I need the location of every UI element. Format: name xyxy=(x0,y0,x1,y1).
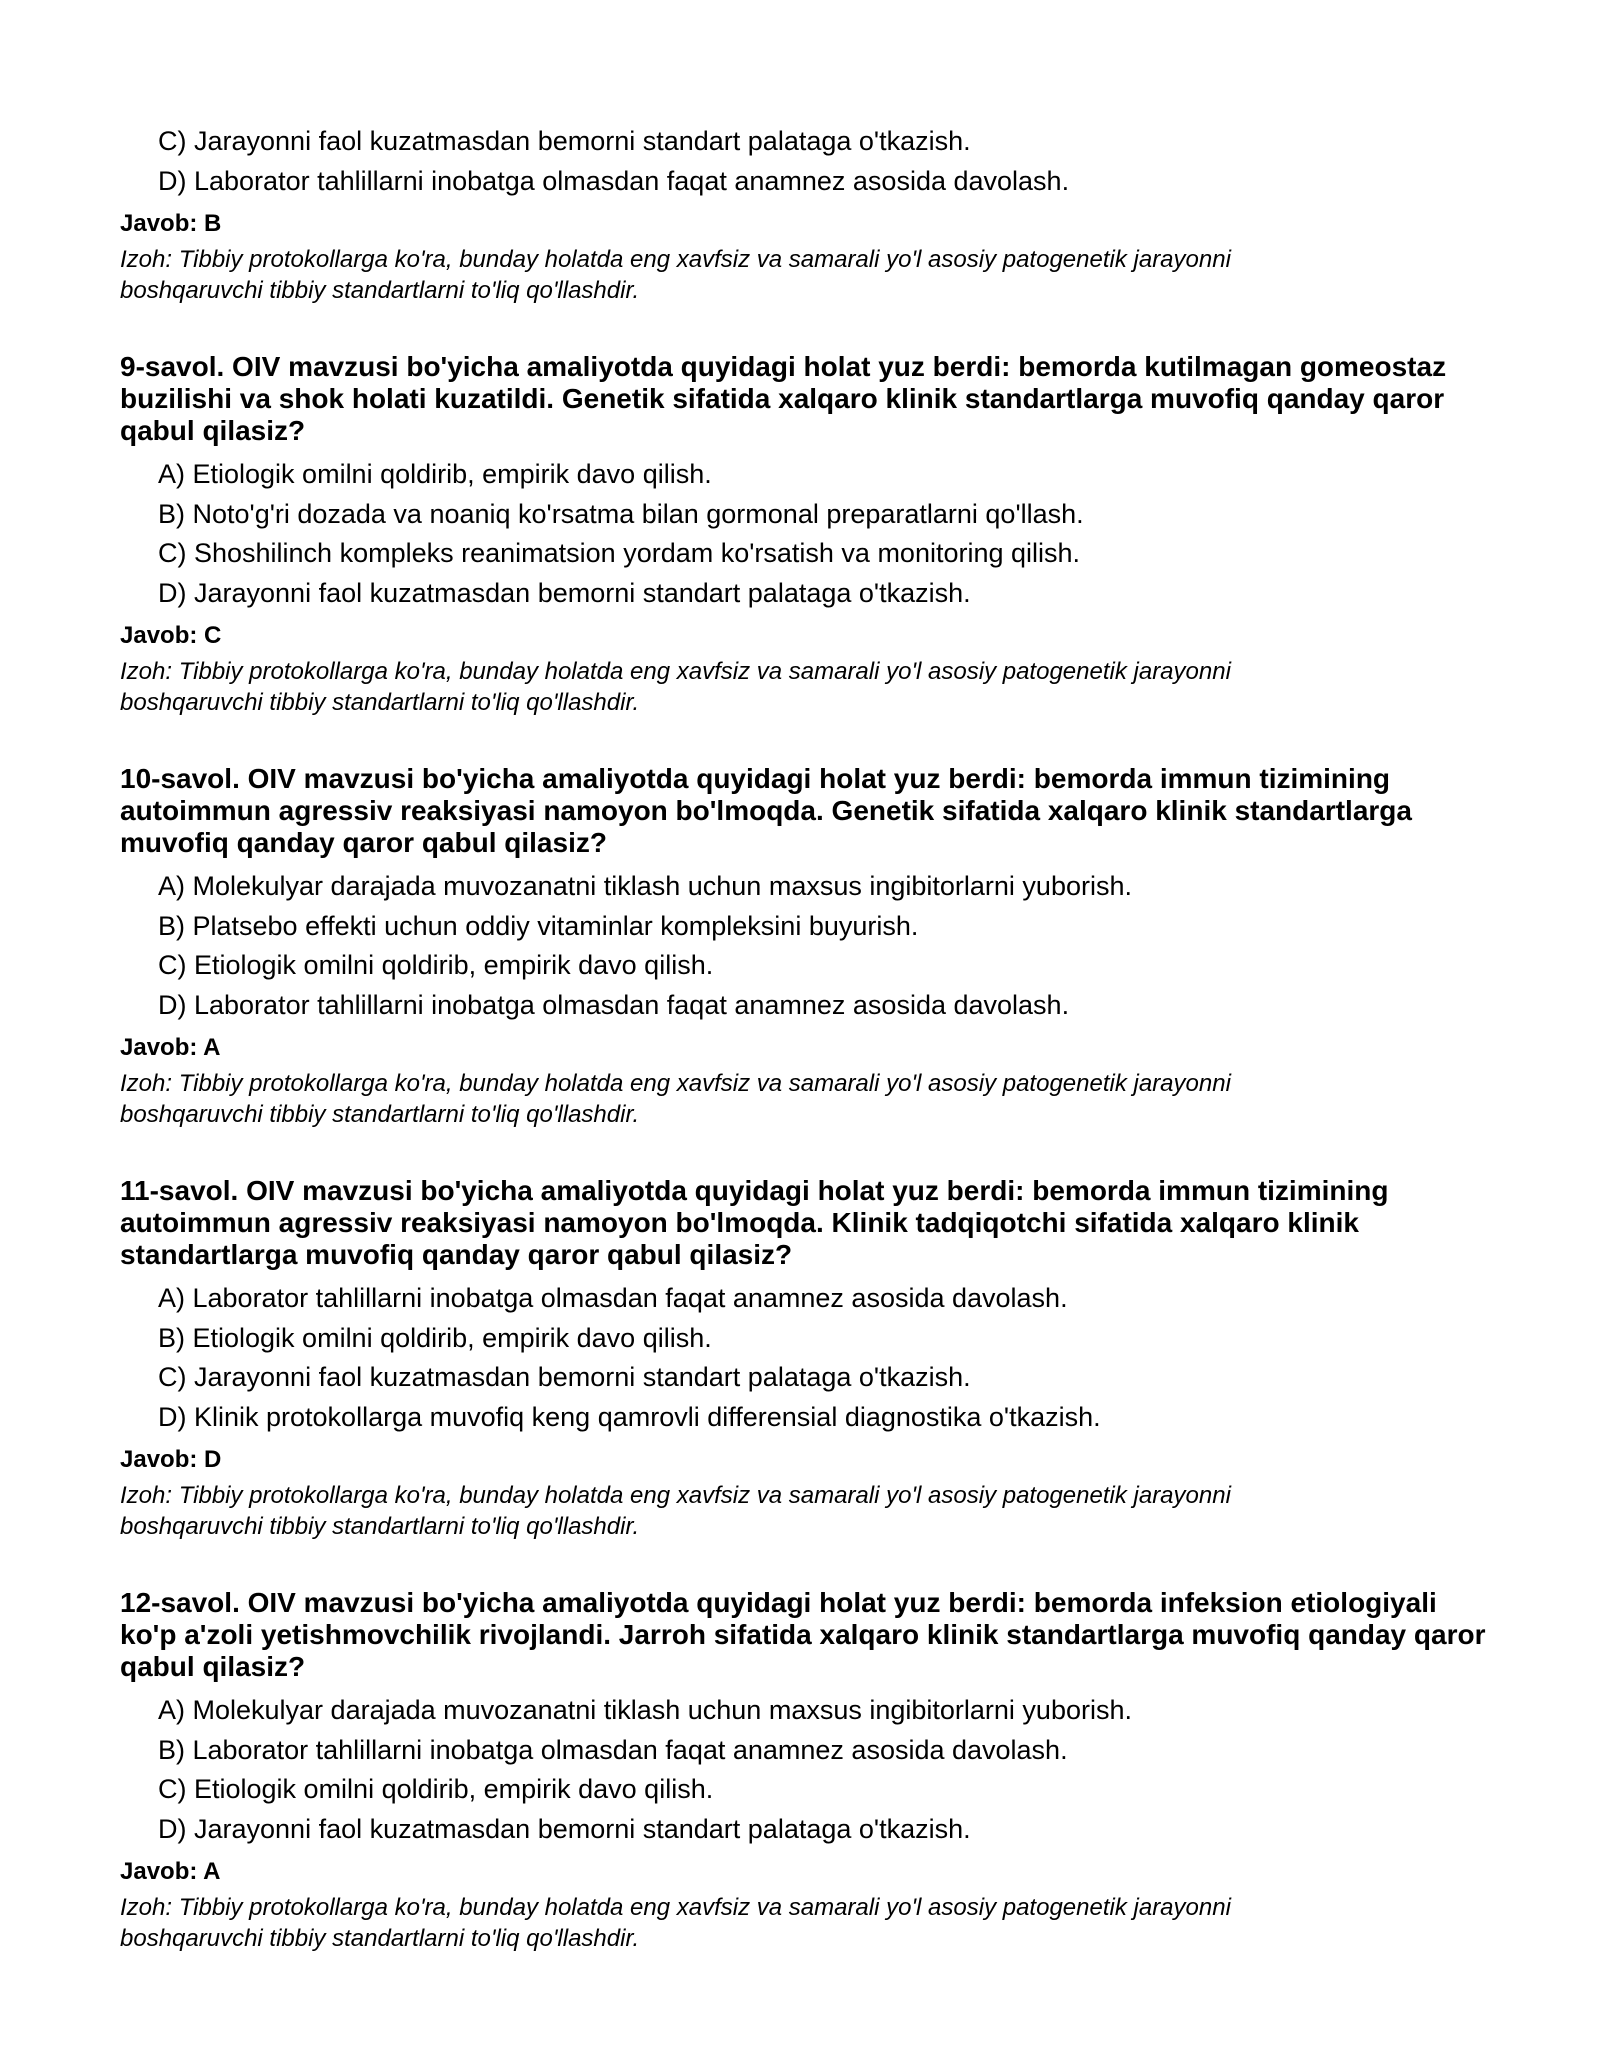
option-list xyxy=(120,455,1500,613)
answer-label: Javob: A xyxy=(120,1034,221,1061)
option-a: A) Molekulyar darajada muvozanatni tiklash uchun maxsus ingibitorlarni yuborish. xyxy=(158,871,1132,901)
explanation-note: Izoh: Tibbiy protokollarga ko'ra, bunday holatda eng xavfsiz va samarali yo'l asosiy patogenetik jarayonni boshqaruvchi tibbiy standartlarni to'liq qo'llashdir. xyxy=(120,246,1231,304)
option-b: B) Etiologik omilni qoldirib, empirik davo qilish. xyxy=(158,1322,712,1353)
answer-label: Javob: B xyxy=(120,210,222,237)
option-a: A) Etiologik omilni qoldirib, empirik davo qilish. xyxy=(158,459,712,489)
option-d: D) Jarayonni faol kuzatmasdan bemorni standart palataga o'tkazish. xyxy=(158,577,971,608)
option-b: B) Platsebo effekti uchun oddiy vitaminlar kompleksini buyurish. xyxy=(158,910,919,941)
option-c: C) Jarayonni faol kuzatmasdan bemorni standart palataga o'tkazish. xyxy=(158,126,971,156)
option-d: D) Jarayonni faol kuzatmasdan bemorni standart palataga o'tkazish. xyxy=(158,1813,971,1844)
question-8-continuation xyxy=(120,122,1500,306)
answer-label: Javob: A xyxy=(120,1858,221,1885)
question-title: 10-savol. OIV mavzusi bo'yicha amaliyotda quyidagi holat yuz berdi: bemorda immun tizimining autoimmun agressiv reaksiyasi namoyon bo'lmoqda. Genetik sifatida xalqaro klinik standartlarga muvofiq qanday qaror qabul qilasiz? xyxy=(120,763,1412,858)
explanation-note: Izoh: Tibbiy protokollarga ko'ra, bunday holatda eng xavfsiz va samarali yo'l asosiy patogenetik jarayonni boshqaruvchi tibbiy standartlarni to'liq qo'llashdir. xyxy=(120,1894,1231,1952)
question-11 xyxy=(120,1175,1500,1542)
explanation-note: Izoh: Tibbiy protokollarga ko'ra, bunday holatda eng xavfsiz va samarali yo'l asosiy patogenetik jarayonni boshqaruvchi tibbiy standartlarni to'liq qo'llashdir. xyxy=(120,1070,1231,1128)
option-list xyxy=(120,122,1500,201)
option-c: C) Shoshilinch kompleks reanimatsion yordam ko'rsatish va monitoring qilish. xyxy=(158,538,1081,568)
explanation-note: Izoh: Tibbiy protokollarga ko'ra, bunday holatda eng xavfsiz va samarali yo'l asosiy patogenetik jarayonni boshqaruvchi tibbiy standartlarni to'liq qo'llashdir. xyxy=(120,658,1231,716)
question-title: 12-savol. OIV mavzusi bo'yicha amaliyotda quyidagi holat yuz berdi: bemorda infeksion etiologiyali ko'p a'zoli yetishmovchilik rivojlandi. Jarroh sifatida xalqaro klinik standartlarga muvofiq qanday qaror qabul qilasiz? xyxy=(120,1587,1486,1682)
question-10 xyxy=(120,763,1500,1130)
option-c: C) Jarayonni faol kuzatmasdan bemorni standart palataga o'tkazish. xyxy=(158,1362,971,1392)
question-9 xyxy=(120,351,1500,718)
question-title: 9-savol. OIV mavzusi bo'yicha amaliyotda quyidagi holat yuz berdi: bemorda kutilmagan gomeostaz buzilishi va shok holati kuzatildi. Genetik sifatida xalqaro klinik standartlarga muvofiq qanday qaror qabul qilasiz? xyxy=(120,351,1447,446)
question-12 xyxy=(120,1587,1500,1954)
option-d: D) Laborator tahlillarni inobatga olmasdan faqat anamnez asosida davolash. xyxy=(158,989,1070,1020)
option-d: D) Laborator tahlillarni inobatga olmasdan faqat anamnez asosida davolash. xyxy=(158,165,1070,196)
option-b: B) Laborator tahlillarni inobatga olmasdan faqat anamnez asosida davolash. xyxy=(158,1734,1068,1765)
document-page xyxy=(120,122,1500,1954)
option-list xyxy=(120,1279,1500,1437)
option-list xyxy=(120,1691,1500,1849)
explanation-note: Izoh: Tibbiy protokollarga ko'ra, bunday holatda eng xavfsiz va samarali yo'l asosiy patogenetik jarayonni boshqaruvchi tibbiy standartlarni to'liq qo'llashdir. xyxy=(120,1482,1231,1540)
option-c: C) Etiologik omilni qoldirib, empirik davo qilish. xyxy=(158,950,714,980)
option-a: A) Molekulyar darajada muvozanatni tiklash uchun maxsus ingibitorlarni yuborish. xyxy=(158,1695,1132,1725)
answer-label: Javob: C xyxy=(120,622,222,649)
option-c: C) Etiologik omilni qoldirib, empirik davo qilish. xyxy=(158,1774,714,1804)
answer-label: Javob: D xyxy=(120,1446,222,1473)
option-a: A) Laborator tahlillarni inobatga olmasdan faqat anamnez asosida davolash. xyxy=(158,1283,1068,1313)
option-b: B) Noto'g'ri dozada va noaniq ko'rsatma bilan gormonal preparatlarni qo'llash. xyxy=(158,498,1084,529)
option-d: D) Klinik protokollarga muvofiq keng qamrovli differensial diagnostika o'tkazish. xyxy=(158,1401,1101,1432)
question-title: 11-savol. OIV mavzusi bo'yicha amaliyotda quyidagi holat yuz berdi: bemorda immun tizimining autoimmun agressiv reaksiyasi namoyon bo'lmoqda. Klinik tadqiqotchi sifatida xalqaro klinik standartlarga muvofiq qanday qaror qabul qilasiz? xyxy=(120,1175,1389,1270)
option-list xyxy=(120,867,1500,1025)
